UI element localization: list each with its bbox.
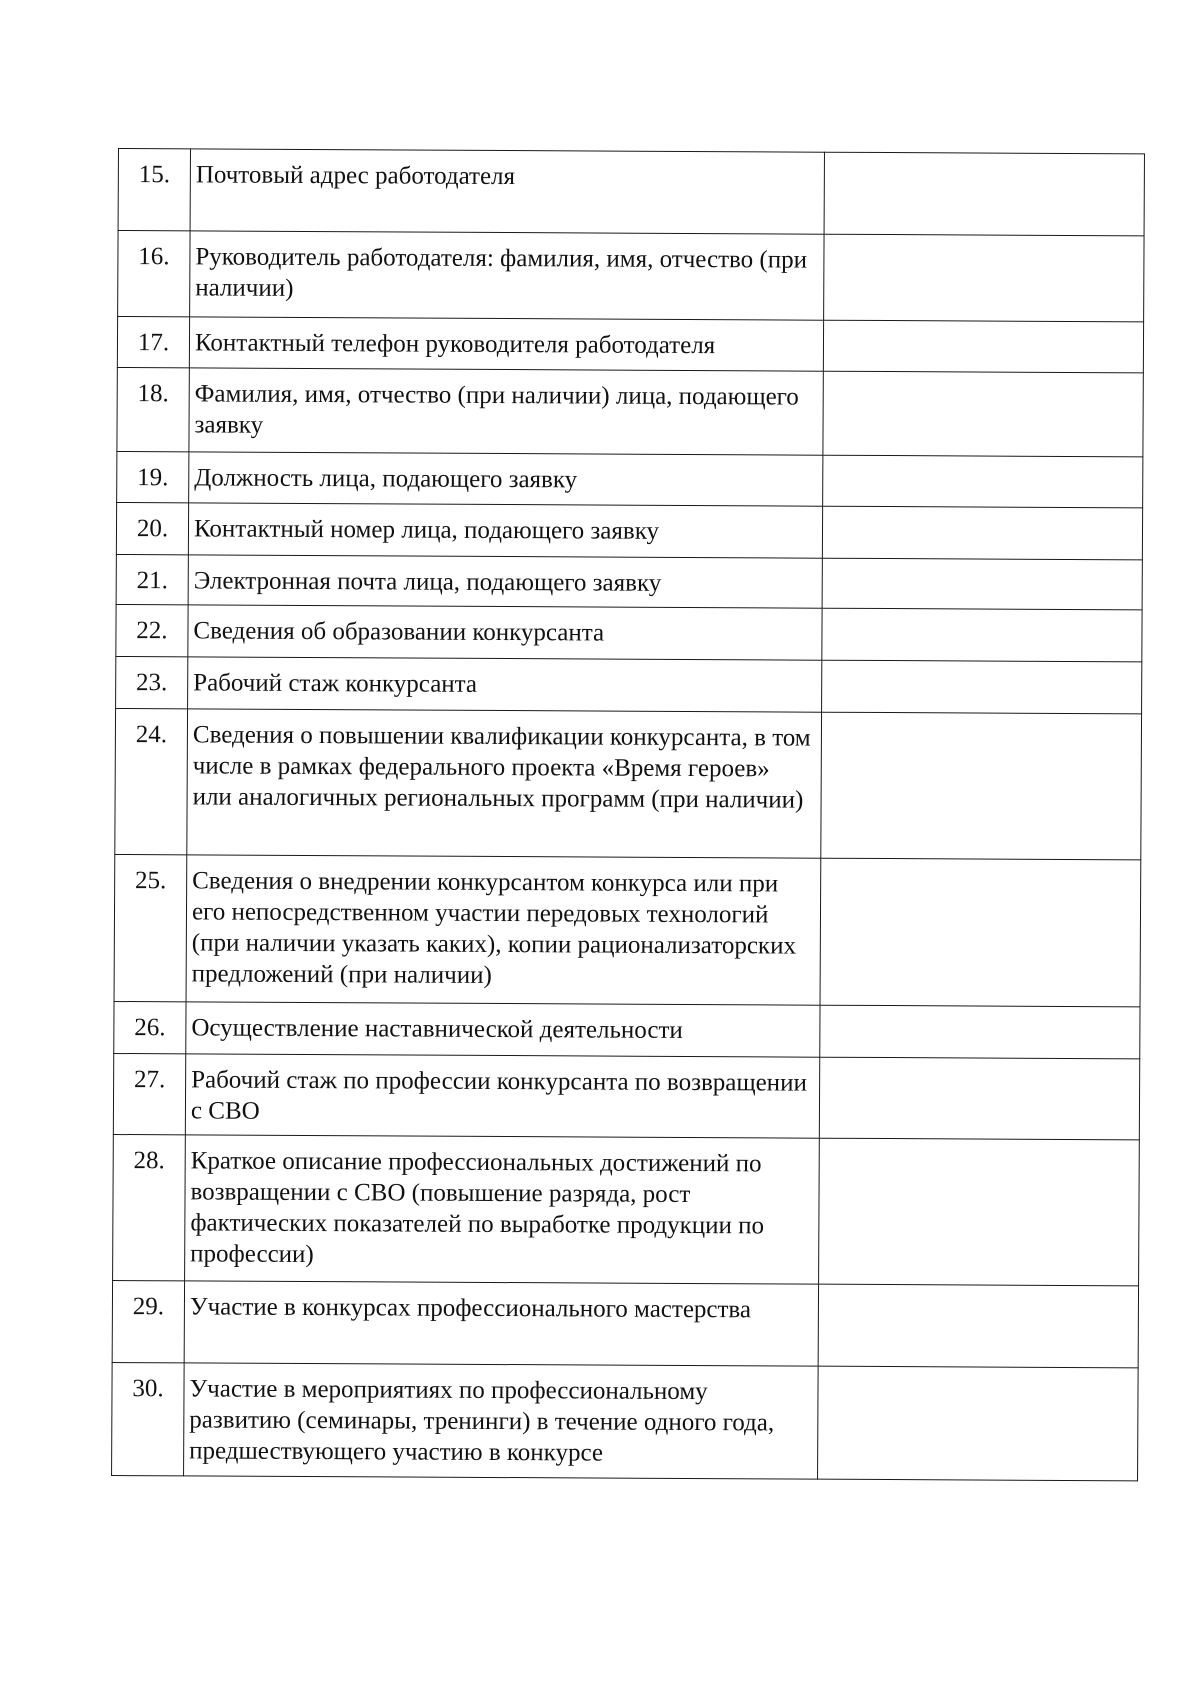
row-value-cell[interactable] (824, 234, 1144, 322)
row-label: Руководитель работодателя: фамилия, имя, отчество (при наличии) (190, 231, 824, 320)
table-row (116, 502, 1142, 559)
row-number: 22. (116, 604, 188, 656)
row-number: 21. (116, 554, 188, 604)
application-form-table (111, 148, 1145, 1481)
table-row (115, 708, 1142, 859)
table-row (114, 1001, 1140, 1058)
row-label: Рабочий стаж конкурсанта (188, 657, 822, 712)
table-row (116, 554, 1142, 609)
row-number: 15. (118, 149, 190, 231)
row-value-cell[interactable] (822, 608, 1142, 662)
row-value-cell[interactable] (821, 712, 1142, 860)
row-label: Сведения о внедрении конкурсантом конкурса или при его непосредственном участии передовых технологий (при наличии указать каких), копии рационализаторских предложений (при наличии) (186, 855, 821, 1005)
row-value-cell[interactable] (819, 1138, 1140, 1286)
row-value-cell[interactable] (818, 1284, 1138, 1368)
row-number: 23. (116, 656, 188, 708)
row-label: Рабочий стаж по профессии конкурсанта по возвращении с СВО (185, 1054, 819, 1138)
table-row (118, 149, 1144, 236)
row-value-cell[interactable] (823, 371, 1143, 457)
row-label: Сведения о повышении квалификации конкурсанта, в том числе в рамках федерального проекта «Время героев» или аналогичных региональных программ (при наличии) (187, 709, 822, 858)
table-row (116, 604, 1142, 661)
row-label: Контактный телефон руководителя работодателя (189, 317, 823, 371)
row-value-cell[interactable] (823, 320, 1143, 373)
row-label: Электронная почта лица, подающего заявку (188, 555, 822, 608)
row-number: 25. (114, 854, 187, 1001)
row-label: Участие в конкурсах профессионального мастерства (184, 1281, 818, 1366)
table-row (116, 656, 1142, 713)
row-label: Осуществление наставнической деятельности (186, 1002, 820, 1057)
row-label: Контактный номер лица, подающего заявку (188, 503, 822, 558)
row-label: Почтовый адрес работодателя (190, 149, 824, 234)
table-row (112, 1362, 1139, 1480)
table-row (114, 854, 1141, 1006)
row-value-cell[interactable] (823, 455, 1143, 508)
table-row (113, 1053, 1139, 1139)
row-value-cell[interactable] (822, 558, 1142, 610)
row-number: 18. (117, 367, 189, 451)
row-value-cell[interactable] (820, 1005, 1140, 1059)
row-label: Участие в мероприятиях по профессиональному развитию (семинары, тренинги) в течение одного года, предшествующего участию в конкурсе (184, 1363, 819, 1479)
row-label: Краткое описание профессиональных достижений по возвращении с СВО (повышение разряда, рост фактических показателей по выработке продукции по профессии) (185, 1135, 820, 1284)
row-value-cell[interactable] (818, 1366, 1139, 1481)
row-number: 24. (115, 708, 188, 854)
row-number: 28. (113, 1134, 186, 1280)
row-number: 20. (116, 502, 188, 554)
row-number: 26. (114, 1001, 186, 1053)
row-number: 29. (112, 1280, 184, 1362)
row-number: 17. (117, 317, 189, 368)
table-row (112, 1280, 1138, 1367)
row-value-cell[interactable] (822, 660, 1142, 714)
row-label: Должность лица, подающего заявку (189, 452, 823, 506)
table-row (113, 1134, 1140, 1285)
table-row (117, 317, 1143, 373)
row-value-cell[interactable] (820, 858, 1141, 1007)
table-row (118, 231, 1144, 322)
row-label: Сведения об образовании конкурсанта (188, 605, 822, 660)
row-label: Фамилия, имя, отчество (при наличии) лица, подающего заявку (189, 368, 823, 455)
row-number: 16. (118, 231, 190, 317)
row-number: 30. (112, 1362, 185, 1475)
table-row (117, 451, 1143, 507)
row-number: 19. (117, 451, 189, 502)
row-number: 27. (113, 1053, 185, 1134)
table-row (117, 367, 1143, 456)
row-value-cell[interactable] (822, 506, 1142, 560)
row-value-cell[interactable] (824, 152, 1144, 236)
row-value-cell[interactable] (819, 1057, 1139, 1140)
